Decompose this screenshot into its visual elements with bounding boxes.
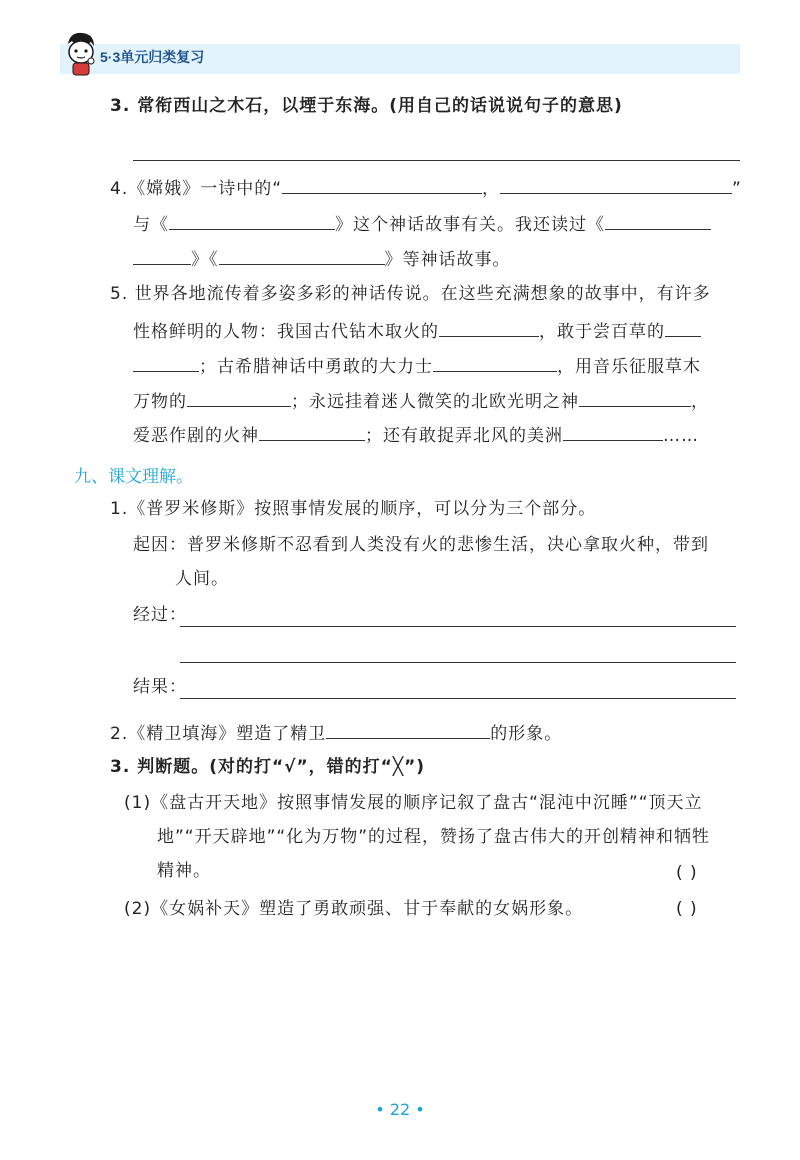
q5-text-4c: ，: [691, 392, 709, 412]
result-answer-line[interactable]: [180, 698, 736, 699]
q5-text-3b: ，用音乐征服草木: [557, 357, 701, 377]
question-3: 3. 常衔西山之木石，以堙于东海。(用自己的话说说句子的意思): [110, 96, 623, 116]
judge-item-1-line3: 精神。: [157, 861, 211, 881]
q4-blank-6[interactable]: [219, 246, 385, 265]
page-number: • 22 •: [375, 1100, 425, 1119]
q4-text-c: ”: [732, 179, 742, 199]
s9-q2-text-a: 2.《精卫填海》塑造了精卫: [110, 724, 327, 744]
s9-question-3-title: 3. 判断题。(对的打“√”，错的打“╳”): [110, 757, 426, 777]
q5-blank-3[interactable]: [133, 353, 199, 372]
q5-text-2a: 性格鲜明的人物：我国古代钻木取火的: [133, 322, 439, 342]
s9-q2-text-b: 的形象。: [490, 724, 563, 744]
q4-text-e: 》这个神话故事有关。我还读过《: [335, 215, 605, 235]
s9-question-1: 1.《普罗米修斯》按照事情发展的顺序，可以分为三个部分。: [110, 499, 597, 519]
q4-text-a: 4.《嫦娥》一诗中的“: [110, 179, 283, 199]
q5-blank-7[interactable]: [259, 422, 365, 441]
q5-blank-2[interactable]: [665, 318, 701, 337]
q4-blank-2[interactable]: [500, 175, 732, 194]
q4-blank-1[interactable]: [282, 175, 482, 194]
boy-mascot-icon: [64, 30, 98, 76]
section-9-title: 九、课文理解。: [74, 467, 193, 487]
s9-question-2: [110, 720, 562, 745]
q4-text-d: 与《: [133, 215, 169, 235]
judge-item-2: (2)《女娲补天》塑造了勇敢顽强、甘于奉献的女娲形象。: [124, 899, 584, 919]
q4-text-g: 》等神话故事。: [384, 250, 511, 270]
question-4-line1: [110, 175, 742, 200]
q5-text-4b: ；永远挂着迷人微笑的北欧光明之神: [291, 392, 579, 412]
question-5-line2: [133, 318, 701, 343]
header-title: 5·3单元归类复习: [100, 49, 205, 65]
question-5-line1: 5. 世界各地流传着多姿多彩的神话传说。在这些充满想象的故事中，有许多: [110, 284, 711, 304]
s9-q1-result-label: 结果：: [133, 677, 187, 697]
q4-blank-5[interactable]: [133, 246, 191, 265]
process-answer-line-1[interactable]: [180, 626, 736, 627]
judge-item-1-answer-box[interactable]: ( ): [676, 863, 698, 883]
question-4-line3: [133, 246, 511, 271]
q5-blank-5[interactable]: [187, 388, 291, 407]
judge-item-2-answer-box[interactable]: ( ): [676, 899, 698, 919]
s9-q1-cause-line1: 起因：普罗米修斯不忍看到人类没有火的悲惨生活，决心拿取火种，带到: [133, 535, 709, 555]
q5-blank-1[interactable]: [439, 318, 539, 337]
process-answer-line-2[interactable]: [180, 662, 736, 663]
q5-blank-8[interactable]: [563, 422, 663, 441]
question-5-line4: [133, 388, 709, 413]
q4-blank-4[interactable]: [605, 211, 711, 230]
s9-q1-process-label: 经过：: [133, 605, 187, 625]
q4-text-b: ，: [482, 179, 501, 199]
q5-blank-6[interactable]: [579, 388, 691, 407]
q5-text-3a: ；古希腊神话中勇敢的大力士: [199, 357, 433, 377]
s9-q1-cause-line2: 人间。: [175, 569, 229, 589]
judge-item-1-line2: 地”“开天辟地”“化为万物”的过程，赞扬了盘古伟大的开创精神和牺牲: [157, 827, 711, 847]
q5-text-5c: ……: [663, 426, 699, 446]
s9-q2-blank[interactable]: [326, 720, 490, 739]
question-5-line5: [133, 422, 699, 447]
q5-blank-4[interactable]: [433, 353, 557, 372]
q4-text-f: 》《: [191, 250, 219, 270]
answer-line-q3[interactable]: [133, 160, 740, 161]
q4-blank-3[interactable]: [169, 211, 335, 230]
q5-text-2b: ，敢于尝百草的: [539, 322, 665, 342]
judge-item-1-line1: (1)《盘古开天地》按照事情发展的顺序记叙了盘古“混沌中沉睡”“顶天立: [124, 793, 703, 813]
q5-text-5b: ；还有敢捉弄北风的美洲: [365, 426, 563, 446]
q5-text-4a: 万物的: [133, 392, 187, 412]
question-5-line3: [133, 353, 701, 378]
question-4-line2: [133, 211, 711, 236]
q5-text-5a: 爱恶作剧的火神: [133, 426, 259, 446]
